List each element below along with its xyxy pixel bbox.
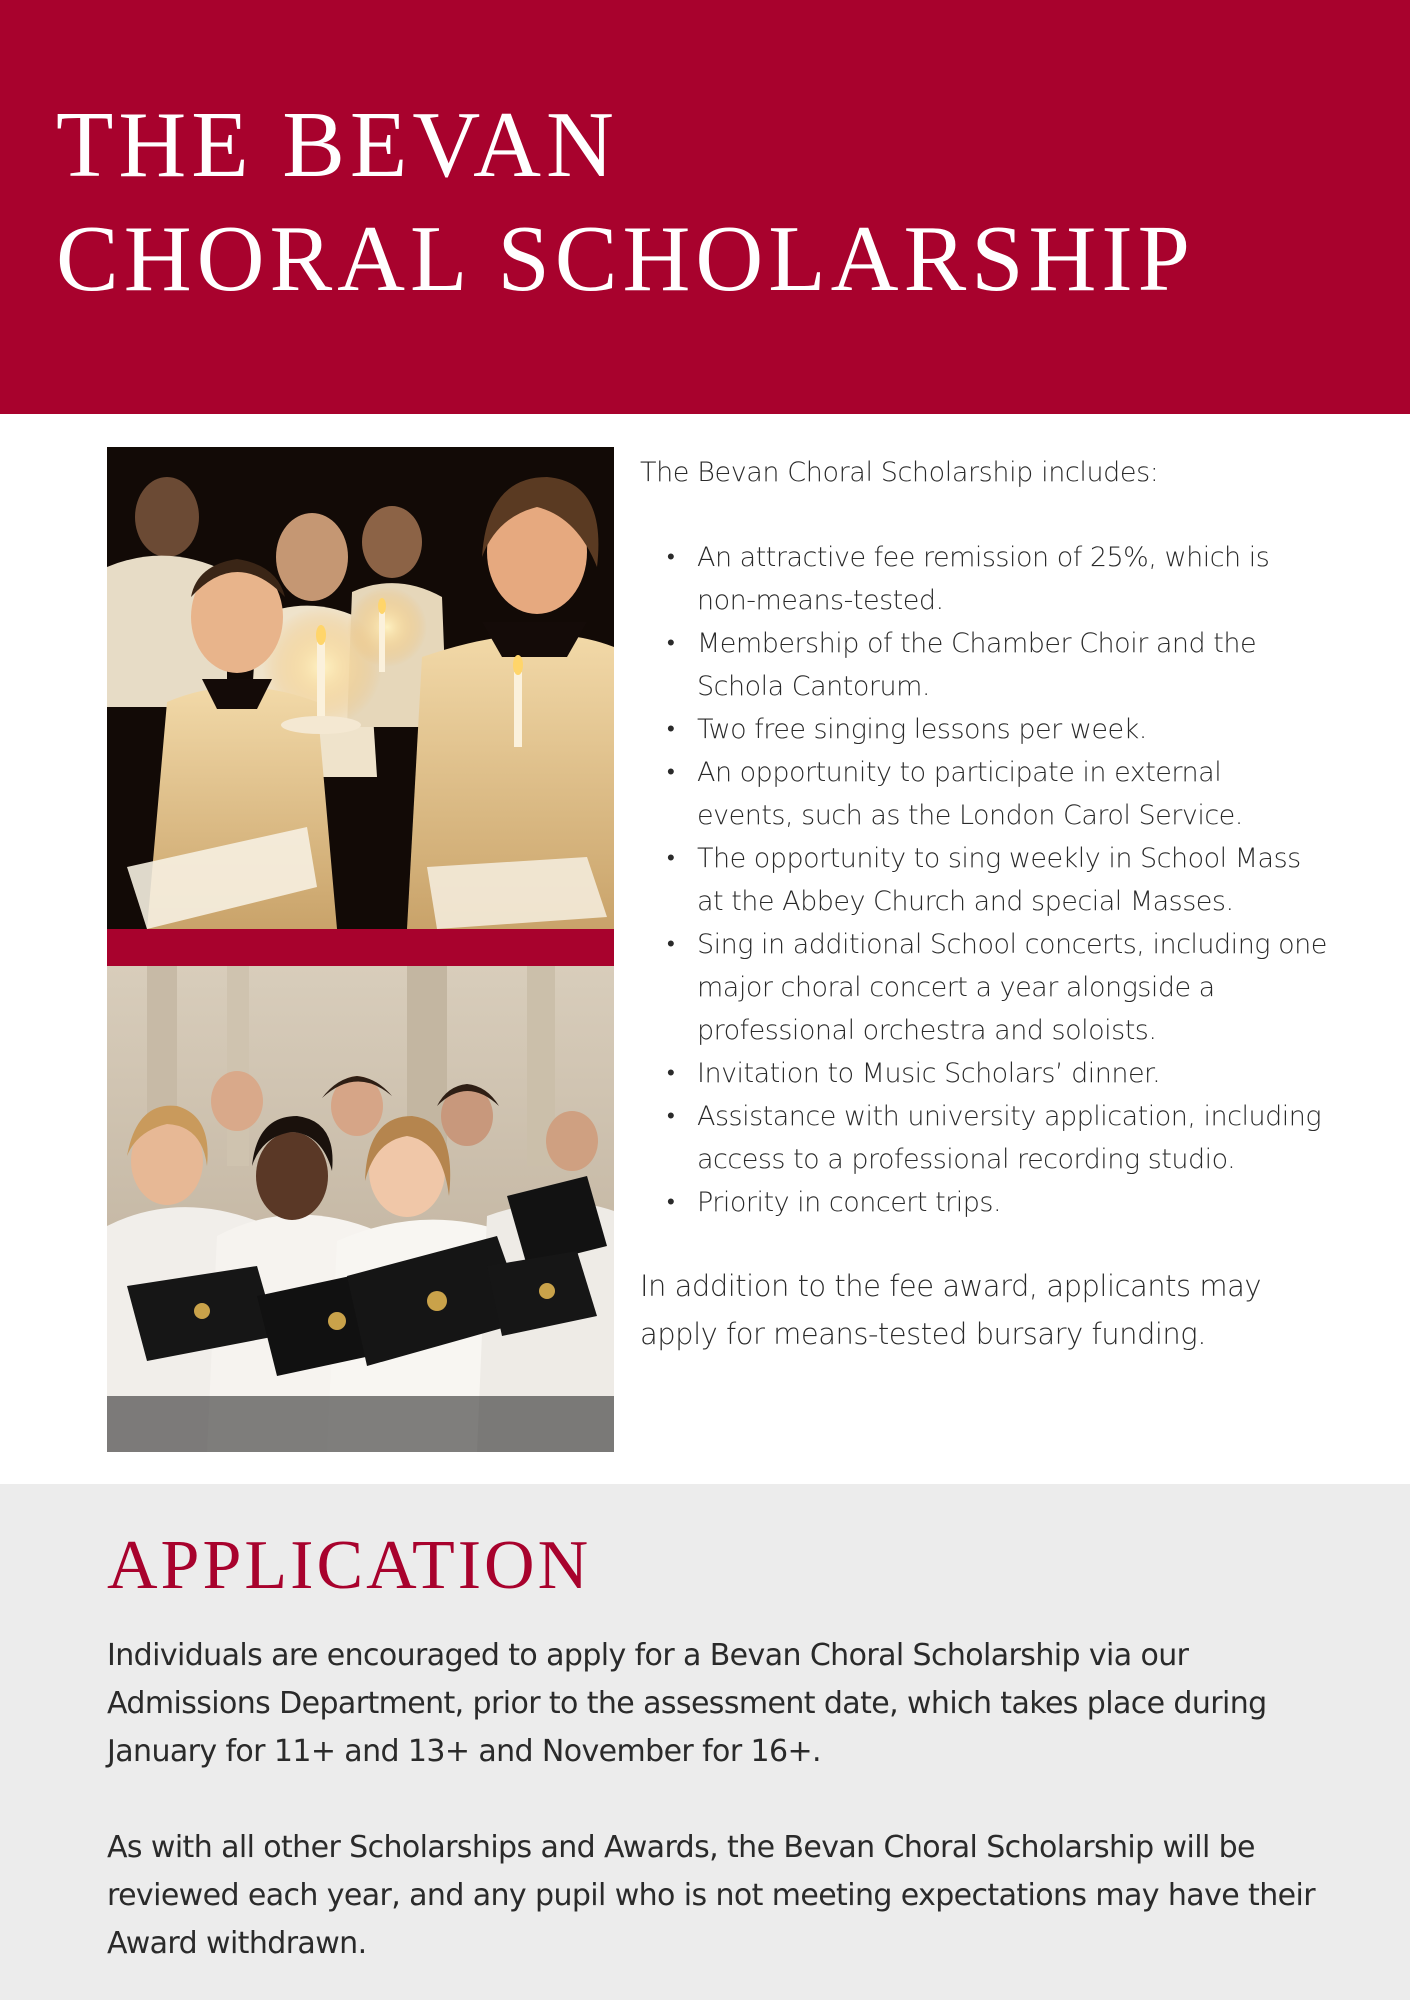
benefit-text-line-2: major choral concert a year alongside a [697, 972, 1215, 1003]
application-section [0, 1484, 1410, 2000]
benefit-item [667, 837, 1340, 923]
benefit-text-line-2: at the Abbey Church and special Masses. [697, 886, 1234, 917]
bullet-icon: • [667, 932, 675, 957]
choristers-candles-illustration [107, 447, 614, 929]
bursary-note [640, 1262, 1340, 1358]
page-title-line-1: THE BEVAN [56, 93, 619, 197]
benefit-item [667, 751, 1340, 837]
benefit-text-line-2: Schola Cantorum. [697, 671, 930, 702]
bursary-note-line-1: In addition to the fee award, applicants may [640, 1269, 1262, 1303]
benefit-text-line-1: Two free singing lessons per week. [697, 714, 1147, 745]
application-paragraph-review [107, 1824, 1357, 1968]
bullet-icon: • [667, 1104, 675, 1129]
page-title-line-2: CHORAL SCHOLARSHIP [56, 207, 1195, 311]
scholarship-includes-section [640, 448, 1340, 1358]
benefit-text-line-1: Assistance with university application, including [697, 1101, 1322, 1132]
how-to-apply-line-3: January for 11+ and 13+ and November for 16+. [107, 1734, 821, 1769]
how-to-apply-line-2: Admissions Department, prior to the assessment date, which takes place during [107, 1686, 1267, 1721]
bullet-icon: • [667, 760, 675, 785]
choir-singing-photo [107, 966, 614, 1452]
benefits-list [640, 536, 1340, 1224]
bullet-icon: • [667, 717, 675, 742]
benefit-text-line-2: access to a professional recording studio. [697, 1144, 1236, 1175]
bursary-note-line-2: apply for means-tested bursary funding. [640, 1317, 1206, 1351]
benefit-item [667, 536, 1340, 622]
photo-divider-bar [107, 929, 614, 966]
includes-intro: The Bevan Choral Scholarship includes: [640, 457, 1159, 488]
benefit-text-line-2: events, such as the London Carol Service. [697, 800, 1243, 831]
benefit-text-line-3: professional orchestra and soloists. [697, 1015, 1157, 1046]
benefit-text-line-1: Membership of the Chamber Choir and the [697, 628, 1257, 659]
benefit-text-line-1: The opportunity to sing weekly in School Mass [697, 843, 1301, 874]
application-heading: APPLICATION [107, 1527, 592, 1604]
benefit-text-line-1: An attractive fee remission of 25%, which is [697, 542, 1270, 573]
bullet-icon: • [667, 1190, 675, 1215]
header-banner [0, 0, 1410, 414]
benefit-text-line-1: Sing in additional School concerts, including one [697, 929, 1327, 960]
benefit-text-line-1: Priority in concert trips. [697, 1187, 1002, 1218]
application-paragraph-how-to-apply [107, 1632, 1357, 1776]
benefit-item [667, 622, 1340, 708]
how-to-apply-line-1: Individuals are encouraged to apply for a Bevan Choral Scholarship via our [107, 1638, 1189, 1673]
choir-singing-illustration [107, 966, 614, 1452]
benefit-item [667, 1052, 1340, 1095]
page-title [56, 88, 1195, 316]
benefit-item [667, 708, 1340, 751]
bullet-icon: • [667, 846, 675, 871]
choristers-candles-photo [107, 447, 614, 929]
benefit-text-line-1: Invitation to Music Scholars’ dinner. [697, 1058, 1161, 1089]
review-policy-line-3: Award withdrawn. [107, 1926, 367, 1961]
benefit-text-line-1: An opportunity to participate in external [697, 757, 1222, 788]
bullet-icon: • [667, 545, 675, 570]
review-policy-line-1: As with all other Scholarships and Awards, the Bevan Choral Scholarship will be [107, 1830, 1255, 1865]
bullet-icon: • [667, 1061, 675, 1086]
benefit-item [667, 923, 1340, 1052]
review-policy-line-2: reviewed each year, and any pupil who is not meeting expectations may have their [107, 1878, 1315, 1913]
bullet-icon: • [667, 631, 675, 656]
benefit-item [667, 1095, 1340, 1181]
benefit-item [667, 1181, 1340, 1224]
benefit-text-line-2: non-means-tested. [697, 585, 944, 616]
